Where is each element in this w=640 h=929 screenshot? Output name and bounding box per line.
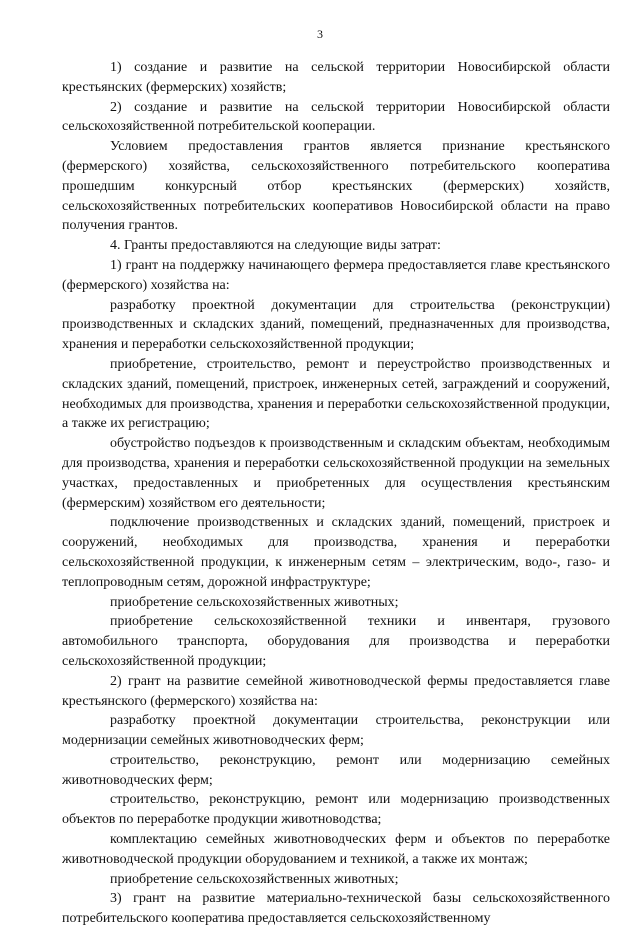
page-number: 3 [317,27,323,41]
paragraph-16: комплектацию семейных животноводческих ферм и объектов по переработке животноводческой продукции оборудованием и техникой, а также их монтаж; [62,832,610,867]
paragraph-10: приобретение сельскохозяйственных животных; [110,594,399,610]
paragraph-5: 1) грант на поддержку начинающего фермера предоставляется главе крестьянского (фермерского) хозяйства на: [62,257,610,293]
paragraph-8: обустройство подъездов к производственным и складским объектам, необходимым для производства, хранения и переработки сельскохозяйственной продукции на земельных участках, предоставленных и приобретенных для осуществления крестьянским (фермерским) хозяйством его деятельности; [62,436,610,511]
paragraph-7: приобретение, строительство, ремонт и переустройство производственных и складских зданий, помещений, пристроек, инженерных сетей, заграждений и сооружений, необходимых для производства, хранения и переработки сельскохозяйственной продукции, а также их регистрацию; [62,356,610,432]
paragraph-4: 4. Гранты предоставляются на следующие виды затрат: [110,238,441,254]
paragraph-9: подключение производственных и складских зданий, помещений, пристроек и сооружений, необходимых для производства, хранения и переработки сельскохозяйственной продукции, к инженерным сетям – электрическим, водо-, газо- и теплопроводным сетям, дорожной инфраструктуре; [62,515,610,590]
document-body [62,58,610,929]
paragraph-1: 1) создание и развитие на сельской территории Новосибирской области крестьянских (фермерских) хозяйств; [62,60,610,95]
paragraph-6: разработку проектной документации для строительства (реконструкции) производственных и складских зданий, помещений, предназначенных для производства, хранения и переработки сельскохозяйственной продукции; [62,297,610,353]
paragraph-3: Условием предоставления грантов является признание крестьянского (фермерского) хозяйства, сельскохозяйственного потребительского кооператива прошедшим конкурсный отбор крестьянских (фермерских) хозяйств, сельскохозяйственных потребительских кооперативов Новосибирской области на право получения грантов. [62,139,610,234]
paragraph-18: 3) грант на развитие материально-технической базы сельскохозяйственного потребительского кооператива предоставляется сельскохозяйственному [62,891,610,927]
paragraph-15: строительство, реконструкцию, ремонт или модернизацию производственных объектов по переработке продукции животноводства; [62,792,610,828]
paragraph-11: приобретение сельскохозяйственной техники и инвентаря, грузового автомобильного транспорта, оборудования для производства и переработки сельскохозяйственной продукции; [62,614,610,669]
paragraph-12: 2) грант на развитие семейной животноводческой фермы предоставляется главе крестьянского (фермерского) хозяйства на: [62,673,610,709]
paragraph-14: строительство, реконструкцию, ремонт или модернизацию семейных животноводческих ферм; [62,752,610,788]
paragraph-2: 2) создание и развитие на сельской территории Новосибирской области сельскохозяйственной потребительской кооперации. [62,99,610,135]
paragraph-17: приобретение сельскохозяйственных животных; [110,871,399,887]
paragraph-13: разработку проектной документации строительства, реконструкции или модернизации семейных животноводческих ферм; [62,713,610,749]
